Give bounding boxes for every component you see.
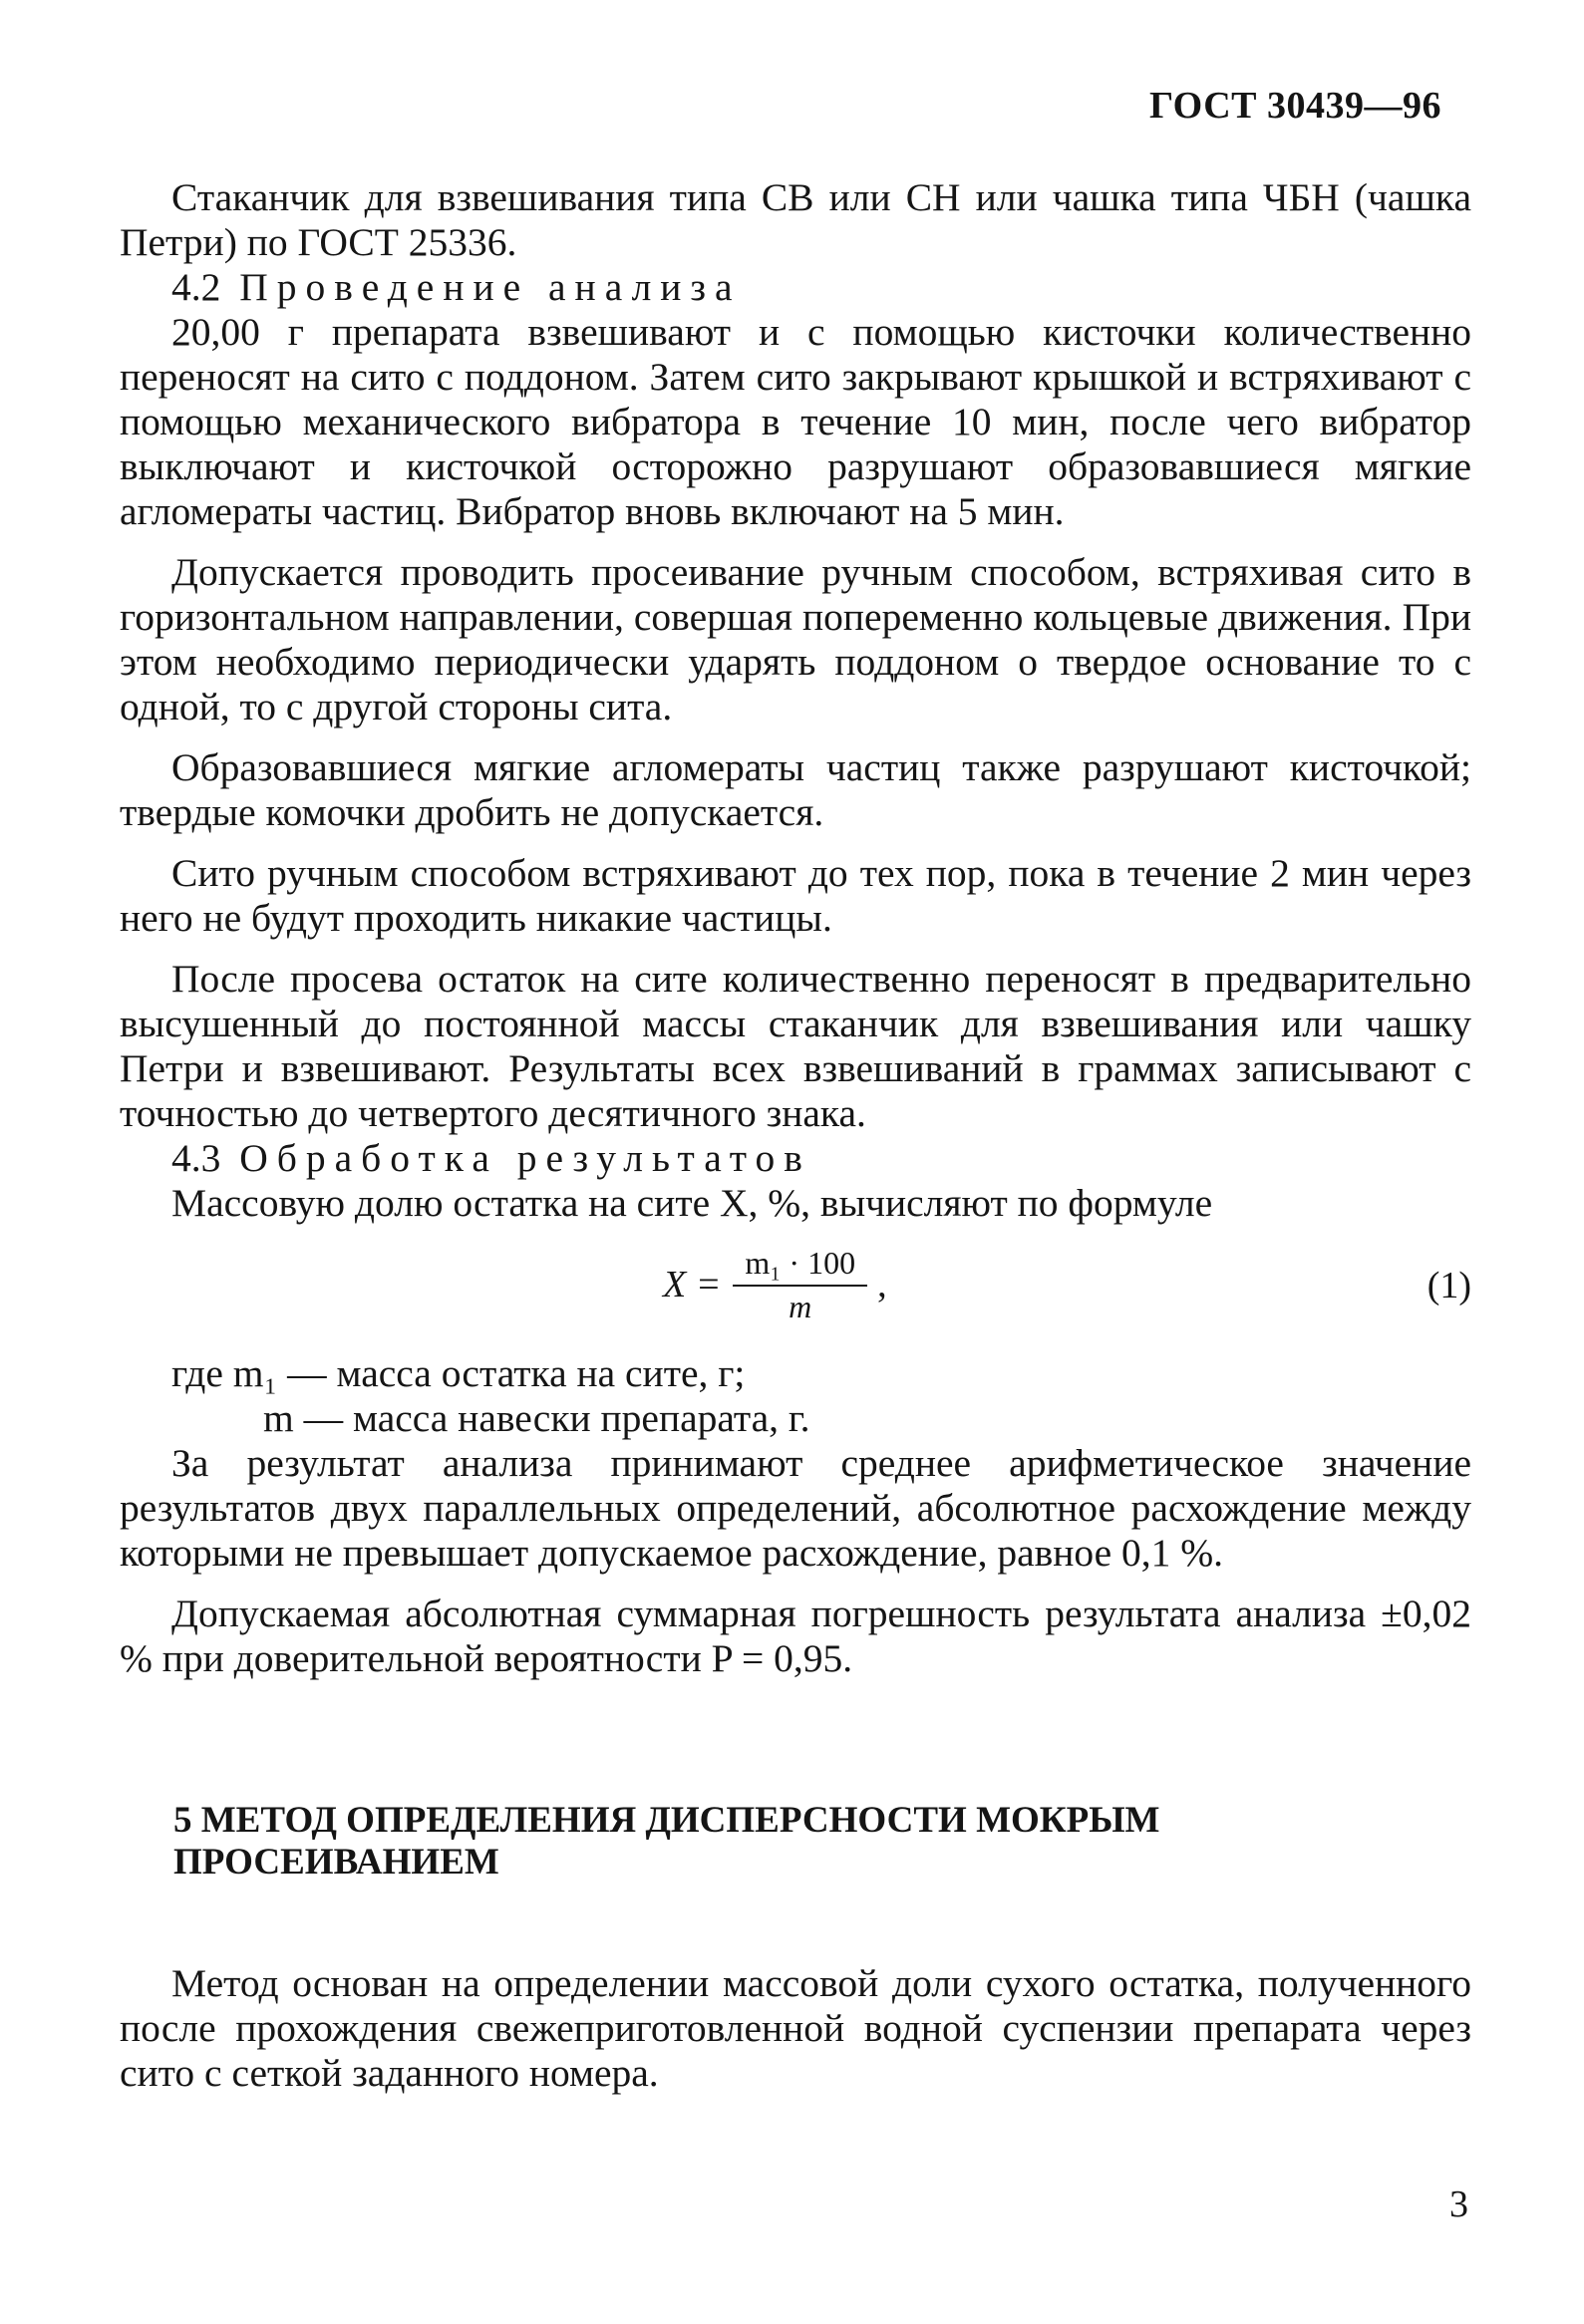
formula-numerator: m₁ · 100 — [733, 1243, 867, 1287]
equation-number: (1) — [1426, 1265, 1471, 1307]
paragraph: За результат анализа принимают среднее арифметическое значение результатов двух параллельных определений, абсолютное расхождение между которыми не превышает допускаемое расхождение, равное 0,1 %. — [120, 1441, 1471, 1575]
paragraph: Метод основан на определении массовой доли сухого остатка, полученного после прохождения свежеприготовленной водной суспензии препарата через сито с сеткой заданного номера. — [120, 1961, 1471, 2095]
paragraph: Допускается проводить просеивание ручным способом, встряхивая сито в горизонтальном направлении, совершая попеременно кольцевые движения. При этом необходимо периодически ударять поддоном о твердое основание то с одной, то с другой стороны сита. — [120, 550, 1471, 728]
paragraph: Сито ручным способом встряхивают до тех пор, пока в течение 2 мин через него не будут проходить никакие частицы. — [120, 851, 1471, 940]
subsection-heading-4-3 — [120, 1136, 1471, 1181]
paragraph: 20,00 г препарата взвешивают и с помощью кисточки количественно переносят на сито с поддоном. Затем сито закрывают крышкой и встряхивают с помощью механического вибратора в течение 10 мин, после чего вибратор выключают и кисточкой осторожно разрушают образовавшиеся мягкие агломераты частиц. Вибратор вновь включают на 5 мин. — [120, 310, 1471, 533]
formula-denominator: m — [789, 1289, 812, 1324]
paragraph: Допускаемая абсолютная суммарная погрешность результата анализа ±0,02 % при доверительной вероятности P = 0,95. — [120, 1592, 1471, 1680]
section-5-text — [120, 1961, 1471, 2096]
formula-fraction — [733, 1243, 867, 1326]
subsection-title: Обработка результатов — [239, 1136, 811, 1180]
subsection-number: 4.3 — [171, 1136, 221, 1180]
main-text — [120, 175, 1471, 1681]
paragraph: Образовавшиеся мягкие агломераты частиц также разрушают кисточкой; твердые комочки дробить не допускается. — [120, 745, 1471, 834]
section-heading: 5 МЕТОД ОПРЕДЕЛЕНИЯ ДИСПЕРСНОСТИ МОКРЫМ ПРОСЕИВАНИЕМ — [173, 1800, 1160, 1883]
formula-row — [120, 1234, 1471, 1335]
paragraph: Стаканчик для взвешивания типа СВ или СН или чашка типа ЧБН (чашка Петри) по ГОСТ 25336. — [120, 175, 1471, 264]
subsection-heading-4-2 — [120, 265, 1471, 310]
formula-lhs: X = — [663, 1263, 722, 1306]
formula-legend-line: m — масса навески препарата, г. — [263, 1396, 810, 1440]
formula-intro: Массовую долю остатка на сите X, %, вычисляют по формуле — [171, 1181, 1213, 1225]
subsection-number: 4.2 — [171, 265, 221, 309]
paragraph: После просева остаток на сите количественно переносят в предварительно высушенный до постоянной массы стаканчик для взвешивания или чашку Петри и взвешивают. Результаты всех взвешиваний в граммах записывают с точностью до четвертого десятичного знака. — [120, 957, 1471, 1135]
formula — [663, 1234, 887, 1335]
formula-trailing: , — [877, 1263, 887, 1306]
page-number: 3 — [1449, 2183, 1468, 2225]
formula-legend-line: где m₁ — масса остатка на сите, г; — [171, 1351, 746, 1395]
document-header: ГОСТ 30439—96 — [1148, 85, 1441, 127]
subsection-title: Проведение анализа — [239, 265, 742, 309]
